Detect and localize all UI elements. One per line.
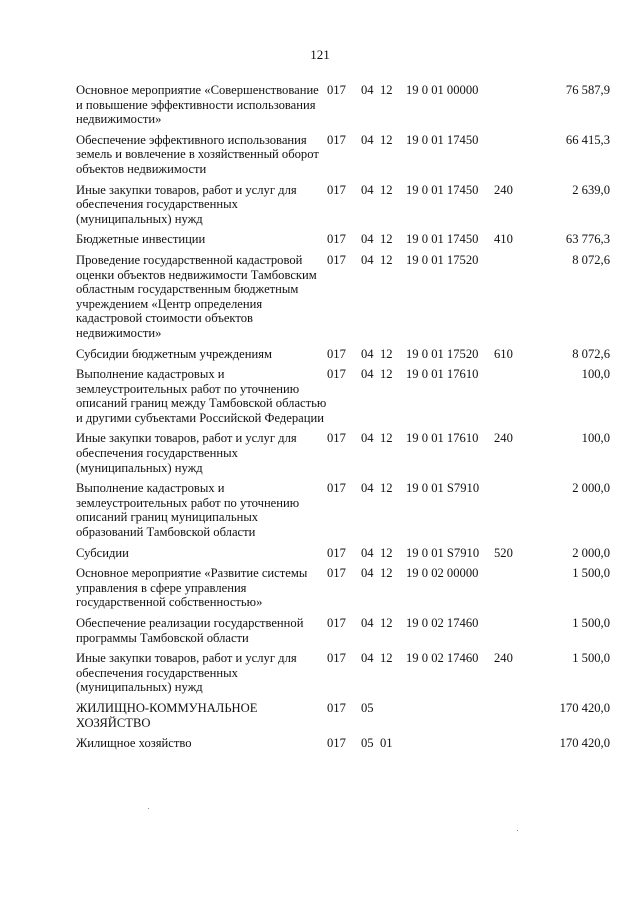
table-row [76,232,610,253]
table-row [76,133,610,183]
code-ved: 017 [327,182,346,197]
code-vr: 240 [494,651,513,666]
code-csr [406,736,494,757]
code-pr: 12 [380,431,393,446]
code-vr [494,367,534,431]
code-pr: 12 [380,616,393,630]
code-pr: 12 [380,252,393,267]
scan-speck [148,808,149,809]
code-rz: 04 [361,566,374,581]
amount: 8 072,6 [572,346,610,361]
row-name: Иные закупки товаров, работ и услуг для обеспечения государственных (муниципальных) нужд [76,431,297,475]
code-csr: 19 0 01 17450 [406,182,479,197]
code-csr: 19 0 01 17520 [406,252,479,267]
code-ved: 017 [327,700,346,715]
code-rz: 04 [361,232,374,247]
row-name: Проведение государственной кадастровой оценки объектов недвижимости Тамбовским областным государственным бюджетным учреждением «Центр определения кадастровой стоимости объектов недвижимости» [76,252,317,340]
table-row [76,546,610,567]
code-rz: 04 [361,132,374,147]
code-vr: 240 [494,431,513,446]
table-row [76,651,610,701]
code-pr: 12 [380,367,393,382]
code-vr: 410 [494,232,513,247]
amount: 100,0 [581,431,610,446]
amount: 2 000,0 [572,545,610,560]
row-name: Субсидии бюджетным учреждениям [76,346,272,361]
code-csr: 19 0 01 17610 [406,431,479,446]
table-row [76,566,610,616]
code-ved: 017 [327,431,346,446]
code-rz: 04 [361,367,374,382]
amount: 1 500,0 [572,566,610,581]
code-vr [494,701,534,736]
code-ved: 017 [327,566,346,581]
code-ved: 017 [327,651,346,666]
code-rz: 05 [361,700,374,715]
code-vr [494,616,534,651]
row-name: Субсидии [76,545,129,560]
row-name: Жилищное хозяйство [76,736,192,751]
row-name: Иные закупки товаров, работ и услуг для обеспечения государственных (муниципальных) нужд [76,182,297,226]
amount: 170 420,0 [559,700,610,715]
code-csr: 19 0 01 17520 [406,346,479,361]
amount: 2 639,0 [572,182,610,197]
code-csr: 19 0 01 17450 [406,132,479,147]
amount: 100,0 [581,367,610,382]
code-pr: 12 [380,182,393,197]
code-pr: 12 [380,545,393,560]
code-pr: 12 [380,566,393,581]
code-ved: 017 [327,616,346,630]
code-csr: 19 0 01 17610 [406,367,479,382]
table-row [76,701,610,736]
table-row [76,616,610,651]
code-vr: 520 [494,545,513,560]
budget-table [76,83,610,757]
row-name: Основное мероприятие «Развитие системы управления в сфере управления государственной собственностью» [76,566,308,610]
code-pr: 01 [380,736,393,751]
code-csr: 19 0 01 S7910 [406,545,480,560]
amount: 66 415,3 [565,132,610,147]
code-rz: 04 [361,252,374,267]
code-rz: 04 [361,481,374,496]
code-vr [494,566,534,616]
code-csr: 19 0 01 S7910 [406,481,480,496]
table-row [76,347,610,368]
row-name: Иные закупки товаров, работ и услуг для обеспечения государственных (муниципальных) нужд [76,651,297,695]
table-row [76,431,610,481]
code-rz: 04 [361,182,374,197]
code-ved: 017 [327,252,346,267]
table-row [76,83,610,133]
code-pr: 12 [380,651,393,666]
row-name: ЖИЛИЩНО-КОММУНАЛЬНОЕ ХОЗЯЙСТВО [76,700,258,730]
code-ved: 017 [327,83,346,97]
row-name: Основное мероприятие «Совершенствование и повышение эффективности использования недвижимости» [76,83,319,127]
code-ved: 017 [327,232,346,247]
amount: 1 500,0 [572,651,610,666]
code-ved: 017 [327,367,346,382]
row-name: Выполнение кадастровых и землеустроительных работ по уточнению описаний границ муниципальных образований Тамбовской области [76,481,300,540]
amount: 8 072,6 [572,252,610,267]
code-pr: 12 [380,132,393,147]
code-ved: 017 [327,481,346,496]
page-number: 121 [310,47,330,62]
table-row [76,481,610,545]
code-rz: 04 [361,651,374,666]
code-vr: 610 [494,346,513,361]
code-ved: 017 [327,132,346,147]
code-rz: 05 [361,736,374,751]
amount: 170 420,0 [559,736,610,751]
row-name: Выполнение кадастровых и землеустроительных работ по уточнению описаний границ между Тамбовской областью и другими субъектами Российской Федерации [76,367,327,425]
code-rz: 04 [361,616,374,630]
code-vr: 240 [494,182,513,197]
table-row [76,367,610,431]
code-vr [494,133,534,183]
code-csr: 19 0 01 00000 [406,83,479,97]
code-vr [494,481,534,545]
code-pr [380,701,406,736]
code-vr [494,736,534,757]
table-row [76,736,610,757]
table-row [76,253,610,347]
scan-speck [517,830,518,831]
code-rz: 04 [361,431,374,446]
code-ved: 017 [327,346,346,361]
code-csr [406,701,494,736]
code-rz: 04 [361,545,374,560]
row-name: Обеспечение реализации государственной программы Тамбовской области [76,616,304,645]
code-ved: 017 [327,545,346,560]
code-vr [494,83,534,133]
table-row [76,183,610,233]
code-pr: 12 [380,346,393,361]
code-csr: 19 0 02 17460 [406,616,479,630]
code-rz: 04 [361,346,374,361]
amount: 63 776,3 [565,232,610,247]
code-pr: 12 [380,232,393,247]
budget-table-body [76,83,610,757]
code-csr: 19 0 01 17450 [406,232,479,247]
code-csr: 19 0 02 00000 [406,566,479,581]
code-ved: 017 [327,736,346,751]
code-csr: 19 0 02 17460 [406,651,479,666]
amount: 2 000,0 [572,481,610,496]
amount: 76 587,9 [565,83,610,97]
code-pr: 12 [380,481,393,496]
code-vr [494,253,534,347]
amount: 1 500,0 [572,616,610,630]
code-rz: 04 [361,83,374,97]
row-name: Бюджетные инвестиции [76,232,206,247]
code-pr: 12 [380,83,393,97]
row-name: Обеспечение эффективного использования земель и вовлечение в хозяйственный оборот объектов недвижимости [76,132,319,176]
